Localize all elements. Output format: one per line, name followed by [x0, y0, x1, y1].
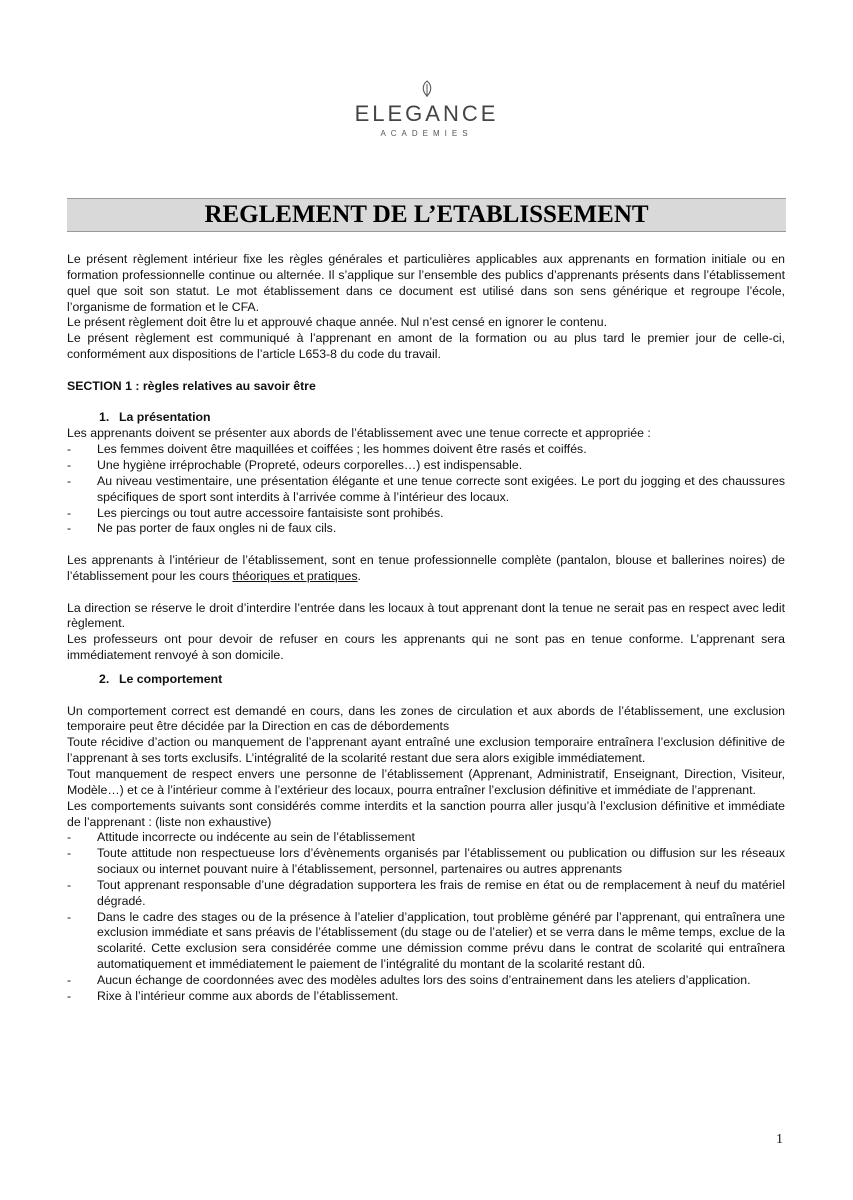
- tenue-underlined-text: théoriques et pratiques: [232, 568, 358, 583]
- list-item: - Rixe à l’intérieur comme aux abords de l’établissement.: [67, 989, 785, 1005]
- section-heading: SECTION 1 : règles relatives au savoir être: [67, 378, 316, 393]
- list-item: - Au niveau vestimentaire, une présentation élégante et une tenue correcte sont exigées. Le port du jogging et des chaussures spécifiques de sport sont interdits à l’arrivée comme à l’intérieur des locaux.: [67, 474, 785, 506]
- list-item: - Ne pas porter de faux ongles ni de faux cils.: [67, 521, 785, 537]
- logo: [0, 80, 853, 140]
- subsection-heading-comportement: [67, 672, 785, 688]
- list-item: - Les femmes doivent être maquillées et coiffées ; les hommes doivent être rasés et coiffés.: [67, 442, 785, 458]
- subsection-title: La présentation: [119, 410, 211, 425]
- logo-name: ELEGANCE: [354, 101, 499, 126]
- tenue-text: Les apprenants à l’intérieur de l’établissement, sont en tenue professionnelle complète (pantalon, blouse et ballerines noires) de l’établissement pour les cours: [67, 553, 785, 583]
- presentation-lead: Les apprenants doivent se présenter aux abords de l’établissement avec une tenue correcte et appropriée :: [67, 426, 651, 441]
- direction-paragraph: La direction se réserve le droit d’interdire l’entrée dans les locaux à tout apprenant dont la tenue ne serait pas en respect avec ledit règlement.: [67, 600, 785, 631]
- list-item: - Attitude incorrecte ou indécente au sein de l’établissement: [67, 830, 785, 846]
- intro-paragraph-1: Le présent règlement intérieur fixe les règles générales et particulières applicables aux apprenants en formation initiale ou en formation professionnelle continue ou alternée. Il s’applique sur l’ensemble des publics d’apprenants présents dans l’établissement quel que soit son statut. Le mot établissement dans ce document est utilisé dans son sens générique et regroupe l’école, l’organisme de formation et le CFA.: [67, 252, 785, 314]
- comportement-list: [67, 830, 785, 1004]
- list-item: - Toute attitude non respectueuse lors d’évènements organisés par l’établissement ou publication ou diffusion sur les réseaux sociaux ou internet pouvant nuire à l’établissement, personnel, partenaires ou autres apprenants: [67, 846, 785, 878]
- subsection-title: Le comportement: [119, 671, 223, 686]
- leaf-icon: [420, 80, 434, 98]
- subsection-number: 2.: [99, 671, 110, 686]
- intro-paragraph-3: Le présent règlement est communiqué à l’apprenant en amont de la formation ou au plus tard le premier jour de celle-ci, conformément aux dispositions de l’article L653-8 du code du travail.: [67, 331, 785, 362]
- intro-paragraph-2: Le présent règlement doit être lu et approuvé chaque année. Nul n’est censé en ignorer le contenu.: [67, 315, 608, 330]
- subsection-heading-presentation: [67, 410, 785, 426]
- professeurs-paragraph: Les professeurs ont pour devoir de refuser en cours les apprenants qui ne sont pas en tenue conforme. L’apprenant sera immédiatement renvoyé à son domicile.: [67, 632, 785, 663]
- list-item: - Dans le cadre des stages ou de la présence à l’atelier d’application, tout problème généré par l’apprenant, qui entraînera une exclusion immédiate et sans préavis de l’établissement (du stage ou de l’atelier) et se verra dans le même temps, exclue de la scolarité. Cette exclusion sera considérée comme une démission comme prévu dans le contrat de scolarité qui entraînera automatiquement et immédiatement le paiement de l’intégralité du montant de la scolarité restant dû.: [67, 910, 785, 973]
- title-bar: [67, 198, 786, 232]
- document-body: [67, 252, 785, 1005]
- tenue-end: .: [357, 568, 361, 583]
- logo-tagline: ACADEMIES: [380, 129, 473, 138]
- tenue-paragraph: [67, 553, 785, 585]
- page-title: REGLEMENT DE L’ETABLISSEMENT: [204, 201, 649, 228]
- presentation-list: [67, 442, 785, 537]
- comportement-paragraph-2: Toute récidive d’action ou manquement de l’apprenant ayant entraîné une exclusion temporaire entraînera l’exclusion définitive de l’apprenant à ses torts exclusifs. L’intégralité de la scolarité restant due sera alors exigible immédiatement.: [67, 735, 785, 766]
- comportement-paragraph-4: Les comportements suivants sont considérés comme interdits et la sanction pourra aller jusqu’à l’exclusion définitive et immédiate de l’apprenant : (liste non exhaustive): [67, 798, 785, 829]
- list-item: - Une hygiène irréprochable (Propreté, odeurs corporelles…) est indispensable.: [67, 458, 785, 474]
- list-item: - Les piercings ou tout autre accessoire fantaisiste sont prohibés.: [67, 506, 785, 522]
- subsection-number: 1.: [99, 410, 110, 425]
- list-item: - Aucun échange de coordonnées avec des modèles adultes lors des soins d’entrainement dans les ateliers d’application.: [67, 973, 785, 989]
- comportement-paragraph-3: Tout manquement de respect envers une personne de l’établissement (Apprenant, Administratif, Enseignant, Direction, Visiteur, Modèle…) et ce à l’intérieur comme à l’extérieur des locaux, pourra entraîner l’exclusion définitive et immédiate de l’apprenant.: [67, 767, 785, 797]
- page-number: 1: [776, 1132, 783, 1147]
- list-item: - Tout apprenant responsable d’une dégradation supportera les frais de remise en état ou de remplacement à neuf du matériel dégradé.: [67, 878, 785, 910]
- comportement-paragraph-1: Un comportement correct est demandé en cours, dans les zones de circulation et aux abords de l’établissement, une exclusion temporaire peut être décidée par la Direction en cas de débordements: [67, 703, 785, 734]
